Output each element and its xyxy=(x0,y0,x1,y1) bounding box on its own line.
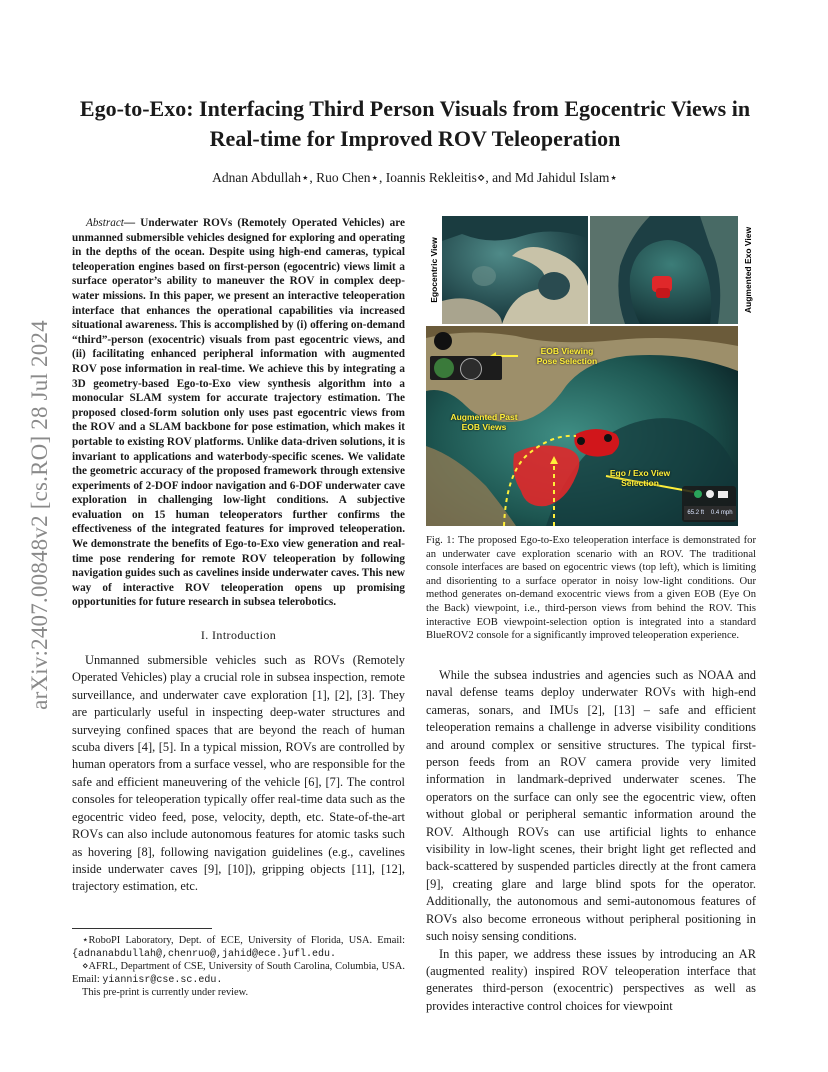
right-paragraph-2: In this paper, we address these issues by introducing an AR (augmented reality) inspired ROV teleoperation interface that generates third-person (exocentric) perspectives as well as provides interactive control choices for viewpoint xyxy=(426,946,756,1013)
label-augmented-past-eob-views: Augmented Past EOB Views xyxy=(450,412,518,432)
abstract-lead: Abstract xyxy=(86,217,124,229)
augmented-exo-view-image xyxy=(590,216,738,324)
footnote-2-email: yiannisr@cse.sc.edu. xyxy=(102,974,223,986)
egocentric-view-graphic xyxy=(442,216,588,324)
logo-icon xyxy=(434,332,452,350)
footnote-affiliation-2 xyxy=(72,961,405,987)
label-augmented-exo-view-wrap xyxy=(740,216,756,324)
attitude-indicator-icon xyxy=(434,358,454,378)
depth-readout: 65.2 ft xyxy=(687,510,705,516)
compass-widget xyxy=(430,356,502,380)
figure-1 xyxy=(426,216,756,526)
footnote-rule xyxy=(72,928,212,929)
label-eob-viewing-pose-selection: EOB Viewing Pose Selection xyxy=(536,346,598,366)
telemetry-readout xyxy=(684,506,736,520)
teleoperation-console-image xyxy=(426,326,738,526)
abstract-text: — Underwater ROVs (Remotely Operated Vehicles) are unmanned submersible vehicles designed for exploring and operating in the depths of the ocean. Despite using high-end cameras, typical teleoperation engines based on first-person (egocentric) views limit a surface operator’s ability to maneuver the ROV in complex deep-water missions. In this paper, we present an interactive teleoperation interface that enhances the operational capabilities via increased situational awareness. This is accomplished by (i) offering on-demand “third”-person (exocentric) visuals from past egocentric views, and (ii) facilitating enhanced peripheral information with augmented ROV pose information in real-time. We achieve this by integrating a 3D geometry-based Ego-to-Exo view synthesis algorithm into a monocular SLAM system for accurate trajectory estimation. The proposed closed-form solution only uses past egocentric views from the ROV and a SLAM backbone for pose estimation, which makes it portable to existing ROV platforms. Unlike data-driven solutions, it is invariant to applications and waterbody-specific scenes. We validate the geometric accuracy of the proposed framework through extensive experiments of 2-DOF indoor navigation and 6-DOF underwater cave exploration in challenging low-light conditions. A subjective evaluation on 15 human teleoperators further confirms the effectiveness of the integrated features for improved teleoperation. We demonstrate the benefits of Ego-to-Exo view generation and real-time pose rendering for remote ROV teleoperation by following navigation guides such as cavelines inside underwater caves. This new way of interactive ROV teleoperation opens up promising opportunities for future research in subsea telerobotics. xyxy=(72,217,405,609)
heading-indicator-icon xyxy=(460,358,482,380)
paper-title: Ego-to-Exo: Interfacing Third Person Visuals from Egocentric Views in Real-time for Improved ROV Teleoperation xyxy=(79,96,751,151)
arxiv-stamp xyxy=(10,295,70,735)
arxiv-id: arXiv:2407.00848v2 [cs.RO] 28 Jul 2024 xyxy=(27,320,52,710)
footnote-affiliation-1 xyxy=(72,935,405,961)
egocentric-view-image xyxy=(442,216,588,324)
footnote-2-text: ⋄AFRL, Department of CSE, University of South Carolina, Columbia, USA. Email: xyxy=(72,961,405,985)
figure-caption: Fig. 1: The proposed Ego-to-Exo teleoperation interface is demonstrated for an underwater cave exploration scenario with an ROV. The traditional console interfaces are based on egocentric views (top left), which is limiting and disorienting to a surface operator in noisy low-light conditions. Our method generates on-demand exocentric views from a given EOB (Eye On the Back) viewpoint, i.e., third-person views from behind the ROV. This interactive EOB viewpoint-selection option is integrated into a standard BlueROV2 console for a significantly improved teleoperation experience. xyxy=(426,535,756,642)
footnotes xyxy=(72,928,405,1000)
label-augmented-exo-view: Augmented Exo View xyxy=(743,226,753,314)
label-ego-exo-view-selection: Ego / Exo View Selection xyxy=(609,468,671,488)
author-list: Adnan Abdullah⋆, Ruo Chen⋆, Ioannis Rekleitis⋄, and Md Jahidul Islam⋆ xyxy=(212,170,618,185)
label-egocentric-view: Egocentric View xyxy=(429,237,439,303)
augmented-exo-view-graphic xyxy=(590,216,738,324)
abstract xyxy=(72,216,405,610)
footnote-preprint: This pre-print is currently under review. xyxy=(82,987,249,999)
right-body-text xyxy=(426,667,756,1015)
section-heading-introduction: I. Introduction xyxy=(200,628,277,643)
speed-readout: 0.4 mph xyxy=(710,510,733,516)
left-column xyxy=(72,216,405,896)
label-egocentric-view-wrap xyxy=(426,216,442,324)
footnote-1-email: {adnanabdullah@,chenruo@,jahid@ece.}ufl.edu. xyxy=(72,948,337,960)
right-paragraph-1: While the subsea industries and agencies such as NOAA and naval defense teams deploy underwater ROVs with high-end cameras, sonars, and IMUs [2], [13] – safe and efficient teleoperation remains a challenge in adverse visibility conditions and around complex or sensitive structures. The typical first-person feeds from an ROV camera provide very limited information in landmark-deprived underwater scenes. The operators on the surface can only see the egocentric view, often without global or peripheral semantic information around the ROV. Although ROVs can use artificial lights to enhance visibility in low-light scenes, their bright light get reflected and back-scattered by suspended particles directly at the front camera [9], creating glare and large blind spots for the operator. Additionally, the autonomous and semi-autonomous features of ROVs also become erroneous without peripheral positioning in such noisy sensing conditions. xyxy=(426,668,756,944)
footnote-1-text: ⋆RoboPI Laboratory, Dept. of ECE, University of Florida, USA. Email: xyxy=(82,935,405,946)
intro-paragraph: Unmanned submersible vehicles such as ROVs (Remotely Operated Vehicles) play a crucial role in subsea inspection, remote surveillance, and underwater cave exploration [1], [2], [3]. They are particularly useful in inspecting deep-water structures and surveying confined spaces that are beyond the reach of human scuba divers [4], [5]. In a typical mission, ROVs are controlled by human operators from a surface vessel, who are responsible for the safe and efficient maneuvering of the vehicle [6], [7]. The control consoles for teleoperation typically offer real-time data such as the egocentric video feed, pose, velocity, depth, etc. State-of-the-art ROVs can also include autonomous features for atomic tasks such as hovering [8], following navigation guidelines (e.g., cavelines inside underwater caves [9], [10]), gripping objects [11], [12], trajectory estimation, etc. xyxy=(72,653,405,894)
right-column xyxy=(426,216,756,643)
